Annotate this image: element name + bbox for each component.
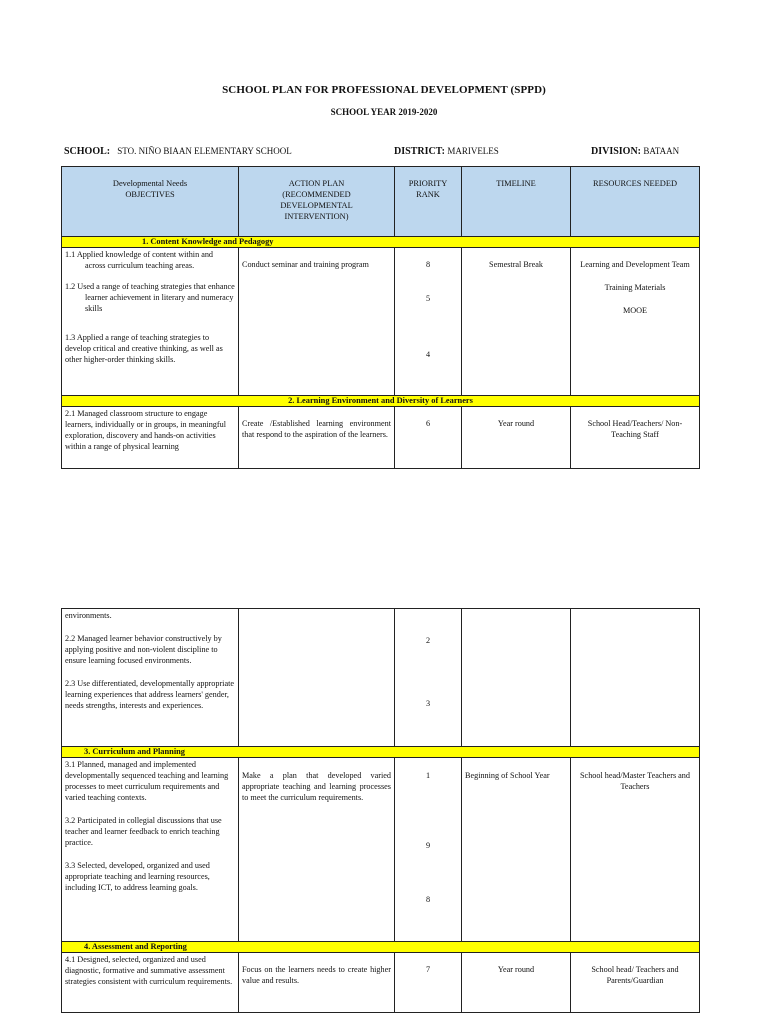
- document-title: SCHOOL PLAN FOR PROFESSIONAL DEVELOPMENT (SPPD): [222, 84, 546, 96]
- section-title: 3. Curriculum and Planning: [62, 747, 700, 758]
- action-plan-cell: Make a plan that developed varied appropriate teaching and learning processes to meet the curriculum requirements.: [239, 758, 395, 942]
- table-row: [62, 609, 700, 747]
- objective: 1.1 Applied knowledge of content within and across curriculum teaching areas.: [65, 250, 214, 270]
- section-row-4: [62, 942, 700, 953]
- resources-cell: School Head/Teachers/ Non-Teaching Staff: [571, 407, 700, 469]
- objectives-cell: [62, 758, 239, 942]
- header-resources: RESOURCES NEEDED: [571, 167, 700, 237]
- section-row-2: [62, 396, 700, 407]
- objective: 1.3 Applied a range of teaching strategies to develop critical and creative thinking, as well as other higher-order thinking skills.: [65, 333, 223, 364]
- table-row: [62, 407, 700, 469]
- timeline-cell: Year round: [462, 953, 571, 1013]
- resources-cell: [571, 609, 700, 747]
- action-plan-cell: Create /Established learning environment that respond to the aspiration of the learners.: [239, 407, 395, 469]
- school-label: SCHOOL:: [64, 146, 111, 157]
- objectives-cell: 2.1 Managed classroom structure to engage learners, individually or in groups, in meaningful exploration, discovery and hands-on activities within a range of physical learning: [62, 407, 239, 469]
- priority-rank-cell: 6: [395, 407, 462, 469]
- school-value: STO. NIÑO BIAAN ELEMENTARY SCHOOL: [117, 146, 292, 156]
- table-row: [62, 758, 700, 942]
- header-priority-rank: PRIORITY RANK: [395, 167, 462, 237]
- section-row-1: [62, 237, 700, 248]
- timeline-cell: [462, 609, 571, 747]
- district-info: [394, 146, 499, 157]
- table-row: [62, 953, 700, 1013]
- priority-rank-cell: 1 9 8: [395, 758, 462, 942]
- section-title: 4. Assessment and Reporting: [62, 942, 700, 953]
- objective: 2.3 Use differentiated, developmentally appropriate learning experiences that address learners' gender, needs strengths, interests and experiences.: [65, 679, 234, 710]
- action-plan-cell: [239, 609, 395, 747]
- objective: environments.: [65, 611, 112, 620]
- division-info: [591, 146, 679, 157]
- objective: 3.3 Selected, developed, organized and used appropriate teaching and learning resources, including ICT, to address learning goals.: [65, 861, 210, 892]
- action-plan-cell: Conduct seminar and training program: [239, 248, 395, 396]
- district-label: DISTRICT:: [394, 146, 445, 157]
- action-plan-cell: Focus on the learners needs to create higher value and results.: [239, 953, 395, 1013]
- header-timeline: TIMELINE: [462, 167, 571, 237]
- objectives-cell: 4.1 Designed, selected, organized and used diagnostic, formative and summative assessment strategies consistent with curriculum requirements.: [62, 953, 239, 1013]
- table-row: [62, 248, 700, 396]
- section-row-3: [62, 747, 700, 758]
- plan-table-page-1: [61, 166, 700, 469]
- timeline-cell: Year round: [462, 407, 571, 469]
- objectives-cell: [62, 609, 239, 747]
- table-header-row: [62, 167, 700, 237]
- objective: 3.1 Planned, managed and implemented developmentally sequenced teaching and learning processes to meet curriculum requirements and varied teaching contexts.: [65, 760, 229, 802]
- division-value: BATAAN: [643, 146, 680, 156]
- objective: 3.2 Participated in collegial discussions that use teacher and learner feedback to enrich teaching practice.: [65, 816, 222, 847]
- objective: 2.2 Managed learner behavior constructively by applying positive and non-violent discipline to ensure learning focused environments.: [65, 634, 222, 665]
- section-title: 1. Content Knowledge and Pedagogy: [62, 237, 700, 248]
- school-year: SCHOOL YEAR 2019-2020: [330, 107, 438, 117]
- objective: 1.2 Used a range of teaching strategies that enhance learner achievement in literary and numeracy skills: [65, 282, 235, 313]
- resources-cell: School head/Master Teachers and Teachers: [571, 758, 700, 942]
- district-value: MARIVELES: [447, 146, 499, 156]
- plan-table-page-2: [61, 608, 700, 1013]
- school-info: [64, 146, 292, 157]
- division-label: DIVISION:: [591, 146, 642, 157]
- priority-rank-cell: 8 5 4: [395, 248, 462, 396]
- header-objectives: Developmental Needs OBJECTIVES: [62, 167, 239, 237]
- timeline-cell: Semestral Break: [462, 248, 571, 396]
- header-action-plan: ACTION PLAN (RECOMMENDED DEVELOPMENTAL INTERVENTION): [239, 167, 395, 237]
- resources-cell: Learning and Development Team Training Materials MOOE: [571, 248, 700, 396]
- timeline-cell: Beginning of School Year: [462, 758, 571, 942]
- priority-rank-cell: 2 3: [395, 609, 462, 747]
- resources-cell: School head/ Teachers and Parents/Guardian: [571, 953, 700, 1013]
- priority-rank-cell: 7: [395, 953, 462, 1013]
- section-title: 2. Learning Environment and Diversity of Learners: [62, 396, 700, 407]
- objectives-cell: [62, 248, 239, 396]
